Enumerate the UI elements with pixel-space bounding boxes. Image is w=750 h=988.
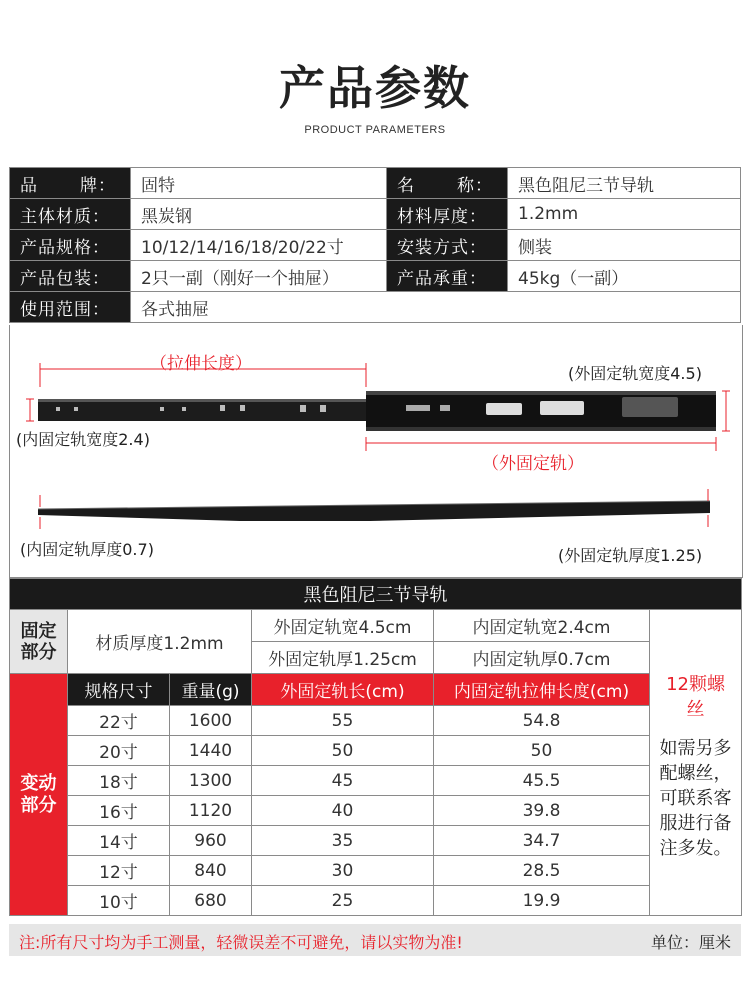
cell-outer-length: 25: [252, 886, 434, 916]
fixed-item: 内固定轨宽2.4cm: [434, 610, 650, 642]
page-title: 产品参数: [279, 61, 471, 115]
inner-rail-edge: [38, 399, 370, 402]
spec-row: [10, 261, 741, 292]
spec-value: 1.2mm: [508, 199, 741, 230]
inner-width-label: (内固定轨宽度2.4): [16, 430, 150, 449]
cell-outer-length: 45: [252, 766, 434, 796]
table-row: [10, 736, 742, 766]
outer-rail-edge: [366, 391, 716, 395]
spec-key: 产品包装：: [10, 261, 131, 292]
cell-size: 10寸: [68, 886, 170, 916]
outer-rail-label: （外固定轨）: [482, 454, 584, 474]
cell-weight: 960: [170, 826, 252, 856]
detail-table: [9, 578, 742, 916]
spec-value: 各式抽屉: [131, 292, 741, 323]
spec-key: 产品规格：: [10, 230, 131, 261]
fixed-label: [10, 610, 68, 674]
spec-value: 侧装: [508, 230, 741, 261]
inner-thickness-label: (内固定轨厚度0.7): [20, 540, 154, 559]
cell-outer-length: 55: [252, 706, 434, 736]
cell-size: 14寸: [68, 826, 170, 856]
cell-size: 22寸: [68, 706, 170, 736]
spec-key: 产品承重：: [387, 261, 508, 292]
spec-value: 45kg（一副）: [508, 261, 741, 292]
variable-label-text: 变动部分: [20, 772, 57, 816]
table-row: [10, 856, 742, 886]
spec-value: 固特: [131, 168, 387, 199]
spec-value: 黑炭钢: [131, 199, 387, 230]
cell-weight: 680: [170, 886, 252, 916]
cell-inner-length: 28.5: [434, 856, 650, 886]
outer-thickness-label: (外固定轨厚度1.25): [558, 546, 703, 565]
spec-key: 主体材质：: [10, 199, 131, 230]
screws-note: 如需另多配螺丝，可联系客服进行备注多发。: [659, 738, 732, 859]
cell-inner-length: 50: [434, 736, 650, 766]
cell-outer-length: 35: [252, 826, 434, 856]
cell-inner-length: 34.7: [434, 826, 650, 856]
cell-weight: 1600: [170, 706, 252, 736]
spec-row: [10, 168, 741, 199]
fixed-material: 材质厚度1.2mm: [68, 610, 252, 674]
footer-note-bar: [9, 924, 741, 956]
spec-key-char: 品: [20, 175, 38, 196]
cell-weight: 1300: [170, 766, 252, 796]
cell-outer-length: 50: [252, 736, 434, 766]
table-row: [10, 766, 742, 796]
column-header: 外固定轨长(cm): [252, 674, 434, 706]
cell-inner-length: 45.5: [434, 766, 650, 796]
spec-key: 安装方式：: [387, 230, 508, 261]
cell-size: 18寸: [68, 766, 170, 796]
column-header: 内固定轨拉伸长度(cm): [434, 674, 650, 706]
spec-row: [10, 230, 741, 261]
cell-inner-length: 54.8: [434, 706, 650, 736]
table-row: [10, 706, 742, 736]
cell-inner-length: 19.9: [434, 886, 650, 916]
cell-weight: 1440: [170, 736, 252, 766]
spec-key-rest: 称：: [457, 175, 493, 196]
spec-key: 材料厚度：: [387, 199, 508, 230]
footer-note: 注:所有尺寸均为手工测量，轻微误差不可避免，请以实物为准!: [19, 933, 463, 952]
cell-outer-length: 30: [252, 856, 434, 886]
spec-key-rest: 牌：: [80, 175, 116, 196]
variable-label: [10, 674, 68, 916]
spec-key: 使用范围：: [10, 292, 131, 323]
cell-outer-length: 40: [252, 796, 434, 826]
unit-label: 单位：厘米: [650, 933, 731, 952]
detail-title-row: [10, 579, 742, 610]
spec-row: [10, 199, 741, 230]
column-header: 规格尺寸: [68, 674, 170, 706]
cell-size: 16寸: [68, 796, 170, 826]
fixed-label-text: 固定部分: [20, 620, 57, 663]
column-header-row: [10, 674, 742, 706]
stretch-length-label: （拉伸长度）: [150, 354, 252, 374]
detail-title: 黑色阻尼三节导轨: [10, 579, 742, 610]
spec-value: 10/12/14/16/18/20/22寸: [131, 230, 387, 261]
spec-key-char: 名: [397, 175, 415, 196]
table-row: [10, 796, 742, 826]
fixed-item: 外固定轨宽4.5cm: [252, 610, 434, 642]
fixed-item: 内固定轨厚0.7cm: [434, 642, 650, 674]
spec-table: [9, 167, 741, 323]
spec-value: 2只一副（刚好一个抽屉）: [131, 261, 387, 292]
screws-count: 12颗螺丝: [666, 674, 725, 720]
spec-key: [387, 168, 508, 199]
spec-key: [10, 168, 131, 199]
fixed-row: [10, 610, 742, 642]
side-note-cell: [650, 610, 742, 916]
cell-size: 12寸: [68, 856, 170, 886]
fixed-item: 外固定轨厚1.25cm: [252, 642, 434, 674]
rail-diagram: [9, 325, 743, 578]
table-row: [10, 826, 742, 856]
cell-size: 20寸: [68, 736, 170, 766]
table-row: [10, 886, 742, 916]
cell-inner-length: 39.8: [434, 796, 650, 826]
cell-weight: 1120: [170, 796, 252, 826]
column-header: 重量(g): [170, 674, 252, 706]
side-view-rail: [38, 501, 710, 521]
spec-row: [10, 292, 741, 323]
cell-weight: 840: [170, 856, 252, 886]
outer-rail-edge-bottom: [366, 427, 716, 431]
spec-value: 黑色阻尼三节导轨: [508, 168, 741, 199]
outer-width-label: (外固定轨宽度4.5): [568, 364, 702, 383]
page-subtitle: PRODUCT PARAMETERS: [304, 124, 446, 136]
